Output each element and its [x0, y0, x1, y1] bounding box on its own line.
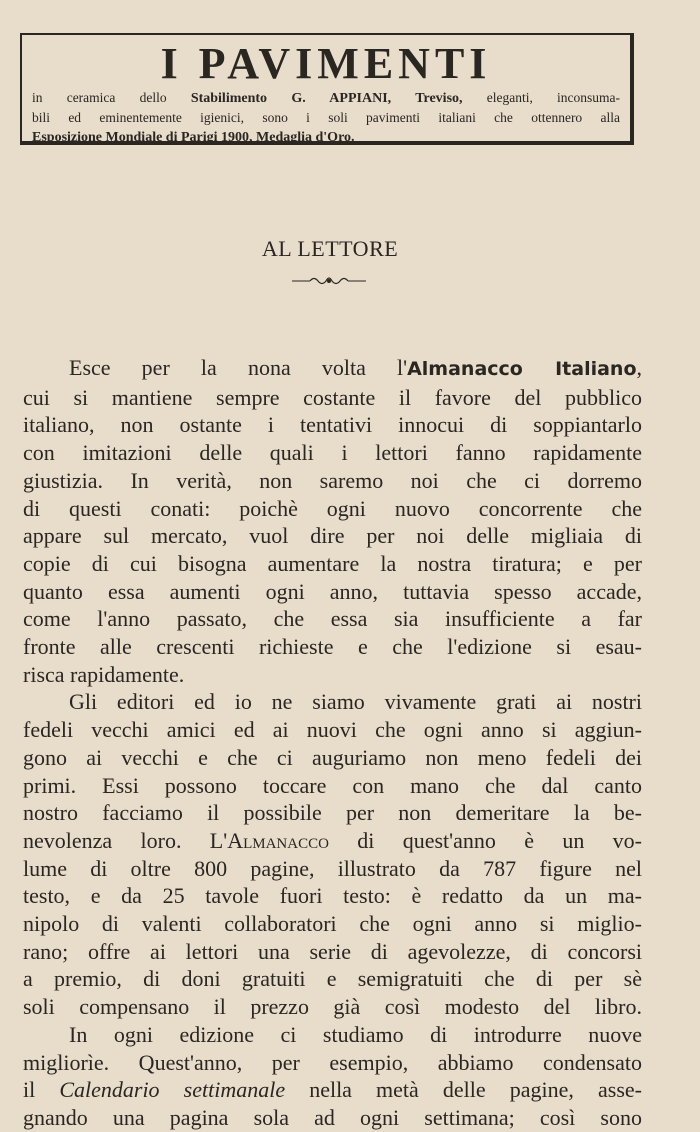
body-text — [23, 354, 642, 1132]
text-line-part: nevolenza loro. L' — [23, 827, 228, 853]
text-line: giustizia. In verità, non saremo noi che ci dorremo — [23, 467, 642, 493]
text-line: soli compensano il prezzo già così modesto del libro. — [23, 994, 642, 1020]
text-line: In ogni edizione ci studiamo di introdurre nuove — [69, 1021, 642, 1047]
text-line-part: Almanacco — [227, 827, 329, 853]
advert-body — [32, 88, 620, 147]
text-line: gnando una pagina sola ad ogni settimana; così sono — [23, 1104, 642, 1130]
text-line-part: nella metà delle pagine, asse- — [285, 1077, 642, 1103]
text-line-part: di quest'anno è un vo- — [328, 827, 643, 853]
advert-line-1-c: eleganti, inconsuma- — [462, 90, 621, 105]
text-line: Gli editori ed io ne siamo vivamente grati ai nostri — [69, 689, 642, 715]
text-line: risca rapidamente. — [23, 661, 185, 687]
text-line: copie di cui bisogna aumentare la nostra tiratura; e per — [23, 550, 642, 576]
advert-line-3 — [32, 127, 620, 147]
text-line: fronte alle crescenti richieste e che l'edizione si esau- — [23, 634, 642, 660]
text-line-part: , — [636, 355, 643, 380]
advert-line-2: bili ed eminentemente igienici, sono i soli pavimenti italiani che ottennero alla — [32, 110, 620, 125]
text-line: nostro facciamo il possibile per non demeritare la be- — [23, 800, 642, 826]
text-line-part: Almanacco Italiano — [407, 358, 637, 380]
advert-title: I PAVIMENTI — [160, 39, 492, 88]
text-line: migliorìe. Quest'anno, per esempio, abbiamo condensato — [23, 1049, 642, 1075]
text-line: a premio, di doni gratuiti e semigratuiti che di per sè — [23, 966, 642, 992]
text-line-part: il — [23, 1077, 60, 1103]
text-line: lume di oltre 800 pagine, illustrato da 787 figure nel — [23, 855, 642, 881]
text-line: cui si mantiene sempre costante il favore del pubblico — [23, 384, 642, 410]
advert-line-3-text: Esposizione Mondiale di Parigi 1900, Medaglia d'Oro. — [32, 130, 355, 145]
advert-line-1-b: Stabilimento G. APPIANI, Treviso, — [190, 91, 463, 106]
text-line: appare sul mercato, vuol dire per noi delle migliaia di — [23, 523, 642, 549]
advert-line-1-a: in ceramica dello — [32, 90, 191, 105]
text-line-part: Calendario settimanale — [59, 1077, 286, 1103]
text-line: gono ai vecchi e che ci auguriamo non meno fedeli dei — [23, 744, 642, 770]
text-line: come l'anno passato, che essa sia insufficiente a far — [23, 606, 642, 632]
text-line: italiano, non ostante i tentativi innocui di soppiantarlo — [23, 412, 642, 438]
text-line — [23, 354, 642, 384]
text-line: testo, e da 25 tavole fuori testo: è redatto da un ma- — [23, 883, 642, 909]
text-line: di questi conati: poichè ogni nuovo concorrente che — [23, 495, 642, 521]
text-line: rano; offre ai lettori una serie di agevolezze, di concorsi — [23, 938, 642, 964]
text-line: primi. Essi possono toccare con mano che dal canto — [23, 772, 642, 798]
page-title: AL LETTORE — [261, 236, 399, 261]
text-line: fedeli vecchi amici ed ai nuovi che ogni anno si aggiun- — [23, 717, 642, 743]
ornament-divider — [290, 275, 368, 287]
text-line: con imitazioni delle quali i lettori fanno rapidamente — [23, 440, 642, 466]
text-line: nipolo di valenti collaboratori che ogni anno si miglio- — [23, 911, 642, 937]
text-line: quanto essa aumenti ogni anno, tuttavia spesso accade, — [23, 578, 642, 604]
text-line — [23, 1076, 642, 1104]
advert-line-1 — [32, 88, 620, 108]
text-line — [23, 827, 642, 855]
text-line-part: Esce per la nona volta l' — [69, 355, 408, 380]
advertisement-box — [20, 33, 634, 145]
